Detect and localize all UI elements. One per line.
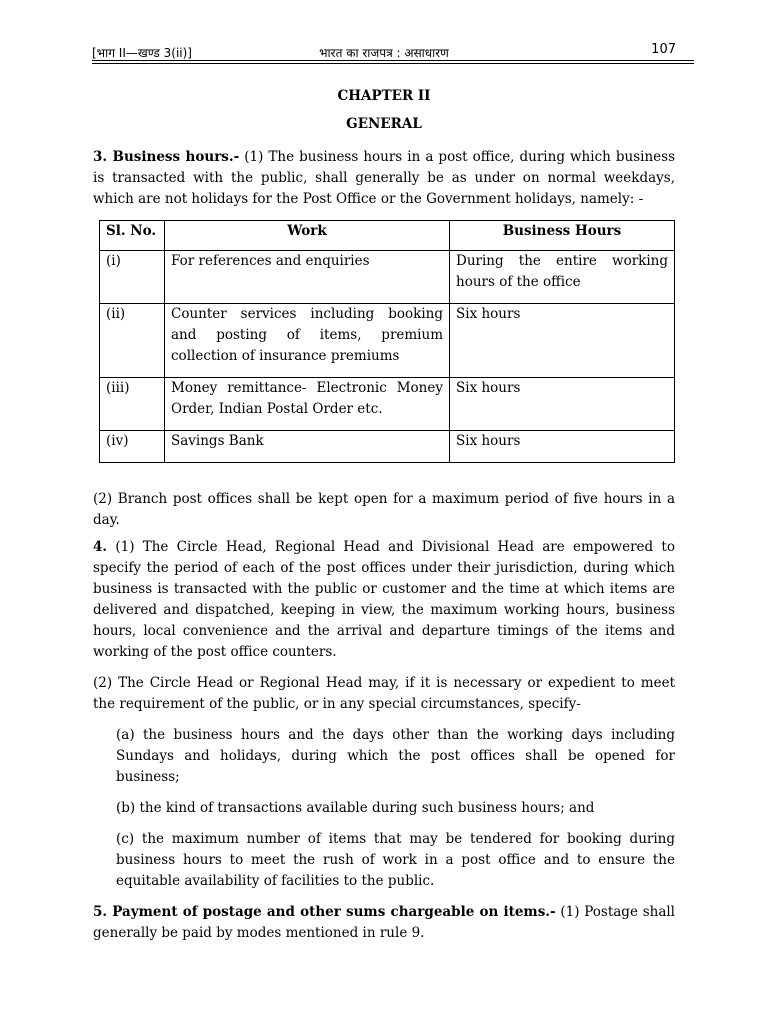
table-cell-sl-no: (ii): [100, 304, 165, 378]
column-header-work: Work: [165, 221, 450, 251]
column-header-business-hours: Business Hours: [450, 221, 675, 251]
section-3-paragraph: [93, 147, 675, 210]
column-header-sl-no: Sl. No.: [100, 221, 165, 251]
table-cell-hours: Six hours: [450, 378, 675, 431]
section-4-subparagraph-2: (2) The Circle Head or Regional Head may, if it is necessary or expedient to meet the requirement of the public, or in any special circumstances, specify-: [93, 675, 675, 712]
business-hours-table: [99, 220, 675, 463]
header-part-section: [भाग II—खण्ड 3(ii)]: [92, 46, 192, 60]
section-4-text: (1) The Circle Head, Regional Head and Divisional Head are empowered to specify the period of each of the post offices under their jurisdiction, during which business is transacted with the public or customer and the time at which items are delivered and dispatched, keeping in view, the maximum working hours, business hours, local convenience and the arrival and departure timings of the items and working of the post office counters.: [93, 539, 675, 660]
table-row: [100, 251, 675, 304]
chapter-title: GENERAL: [346, 116, 422, 132]
table-row: [100, 378, 675, 431]
table-cell-sl-no: (i): [100, 251, 165, 304]
table-cell-work: Counter services including booking and posting of items, premium collection of insurance premiums: [165, 304, 450, 378]
page-header: [92, 40, 676, 60]
section-4-clause-a: (a) the business hours and the days other than the working days including Sundays and holidays, during which the post offices shall be opened for business;: [116, 727, 675, 785]
header-rule-bottom: [92, 63, 694, 64]
header-rule-top: [92, 60, 694, 61]
table-cell-sl-no: (iv): [100, 431, 165, 463]
table-cell-hours: Six hours: [450, 304, 675, 378]
header-gazette-title: भारत का राजपत्र : असाधारण: [319, 46, 449, 60]
table-cell-hours: Six hours: [450, 431, 675, 463]
section-3-subparagraph-2: (2) Branch post offices shall be kept open for a maximum period of five hours in a day.: [93, 491, 675, 528]
section-4-number: 4.: [93, 539, 108, 555]
table-cell-hours: During the entire working hours of the office: [450, 251, 675, 304]
table-header-row: [100, 221, 675, 251]
section-4-clause-c: (c) the maximum number of items that may be tendered for booking during business hours to meet the rush of work in a post office and to ensure the equitable availability of facilities to the public.: [116, 831, 675, 889]
table-row: [100, 304, 675, 378]
table-row: [100, 431, 675, 463]
section-5-text: (1) Postage shall generally be paid by modes mentioned in rule 9.: [93, 904, 676, 941]
section-3-heading: 3. Business hours.-: [93, 149, 240, 165]
page-content: [93, 86, 675, 944]
table-cell-work: For references and enquiries: [165, 251, 450, 304]
table-cell-work: Money remittance- Electronic Money Order, Indian Postal Order etc.: [165, 378, 450, 431]
table-cell-work: Savings Bank: [165, 431, 450, 463]
section-4-clause-b: (b) the kind of transactions available during such business hours; and: [116, 800, 595, 816]
section-5-heading: 5. Payment of postage and other sums chargeable on items.-: [93, 904, 556, 920]
chapter-number: CHAPTER II: [337, 88, 431, 104]
table-cell-sl-no: (iii): [100, 378, 165, 431]
section-4-paragraph: [93, 537, 675, 663]
section-5-paragraph: [93, 902, 675, 944]
page-number: 107: [651, 42, 676, 57]
section-3-text: (1) The business hours in a post office, during which business is transacted with the public, shall generally be as under on normal weekdays, which are not holidays for the Post Office or the Government holidays, namely: -: [93, 149, 675, 207]
